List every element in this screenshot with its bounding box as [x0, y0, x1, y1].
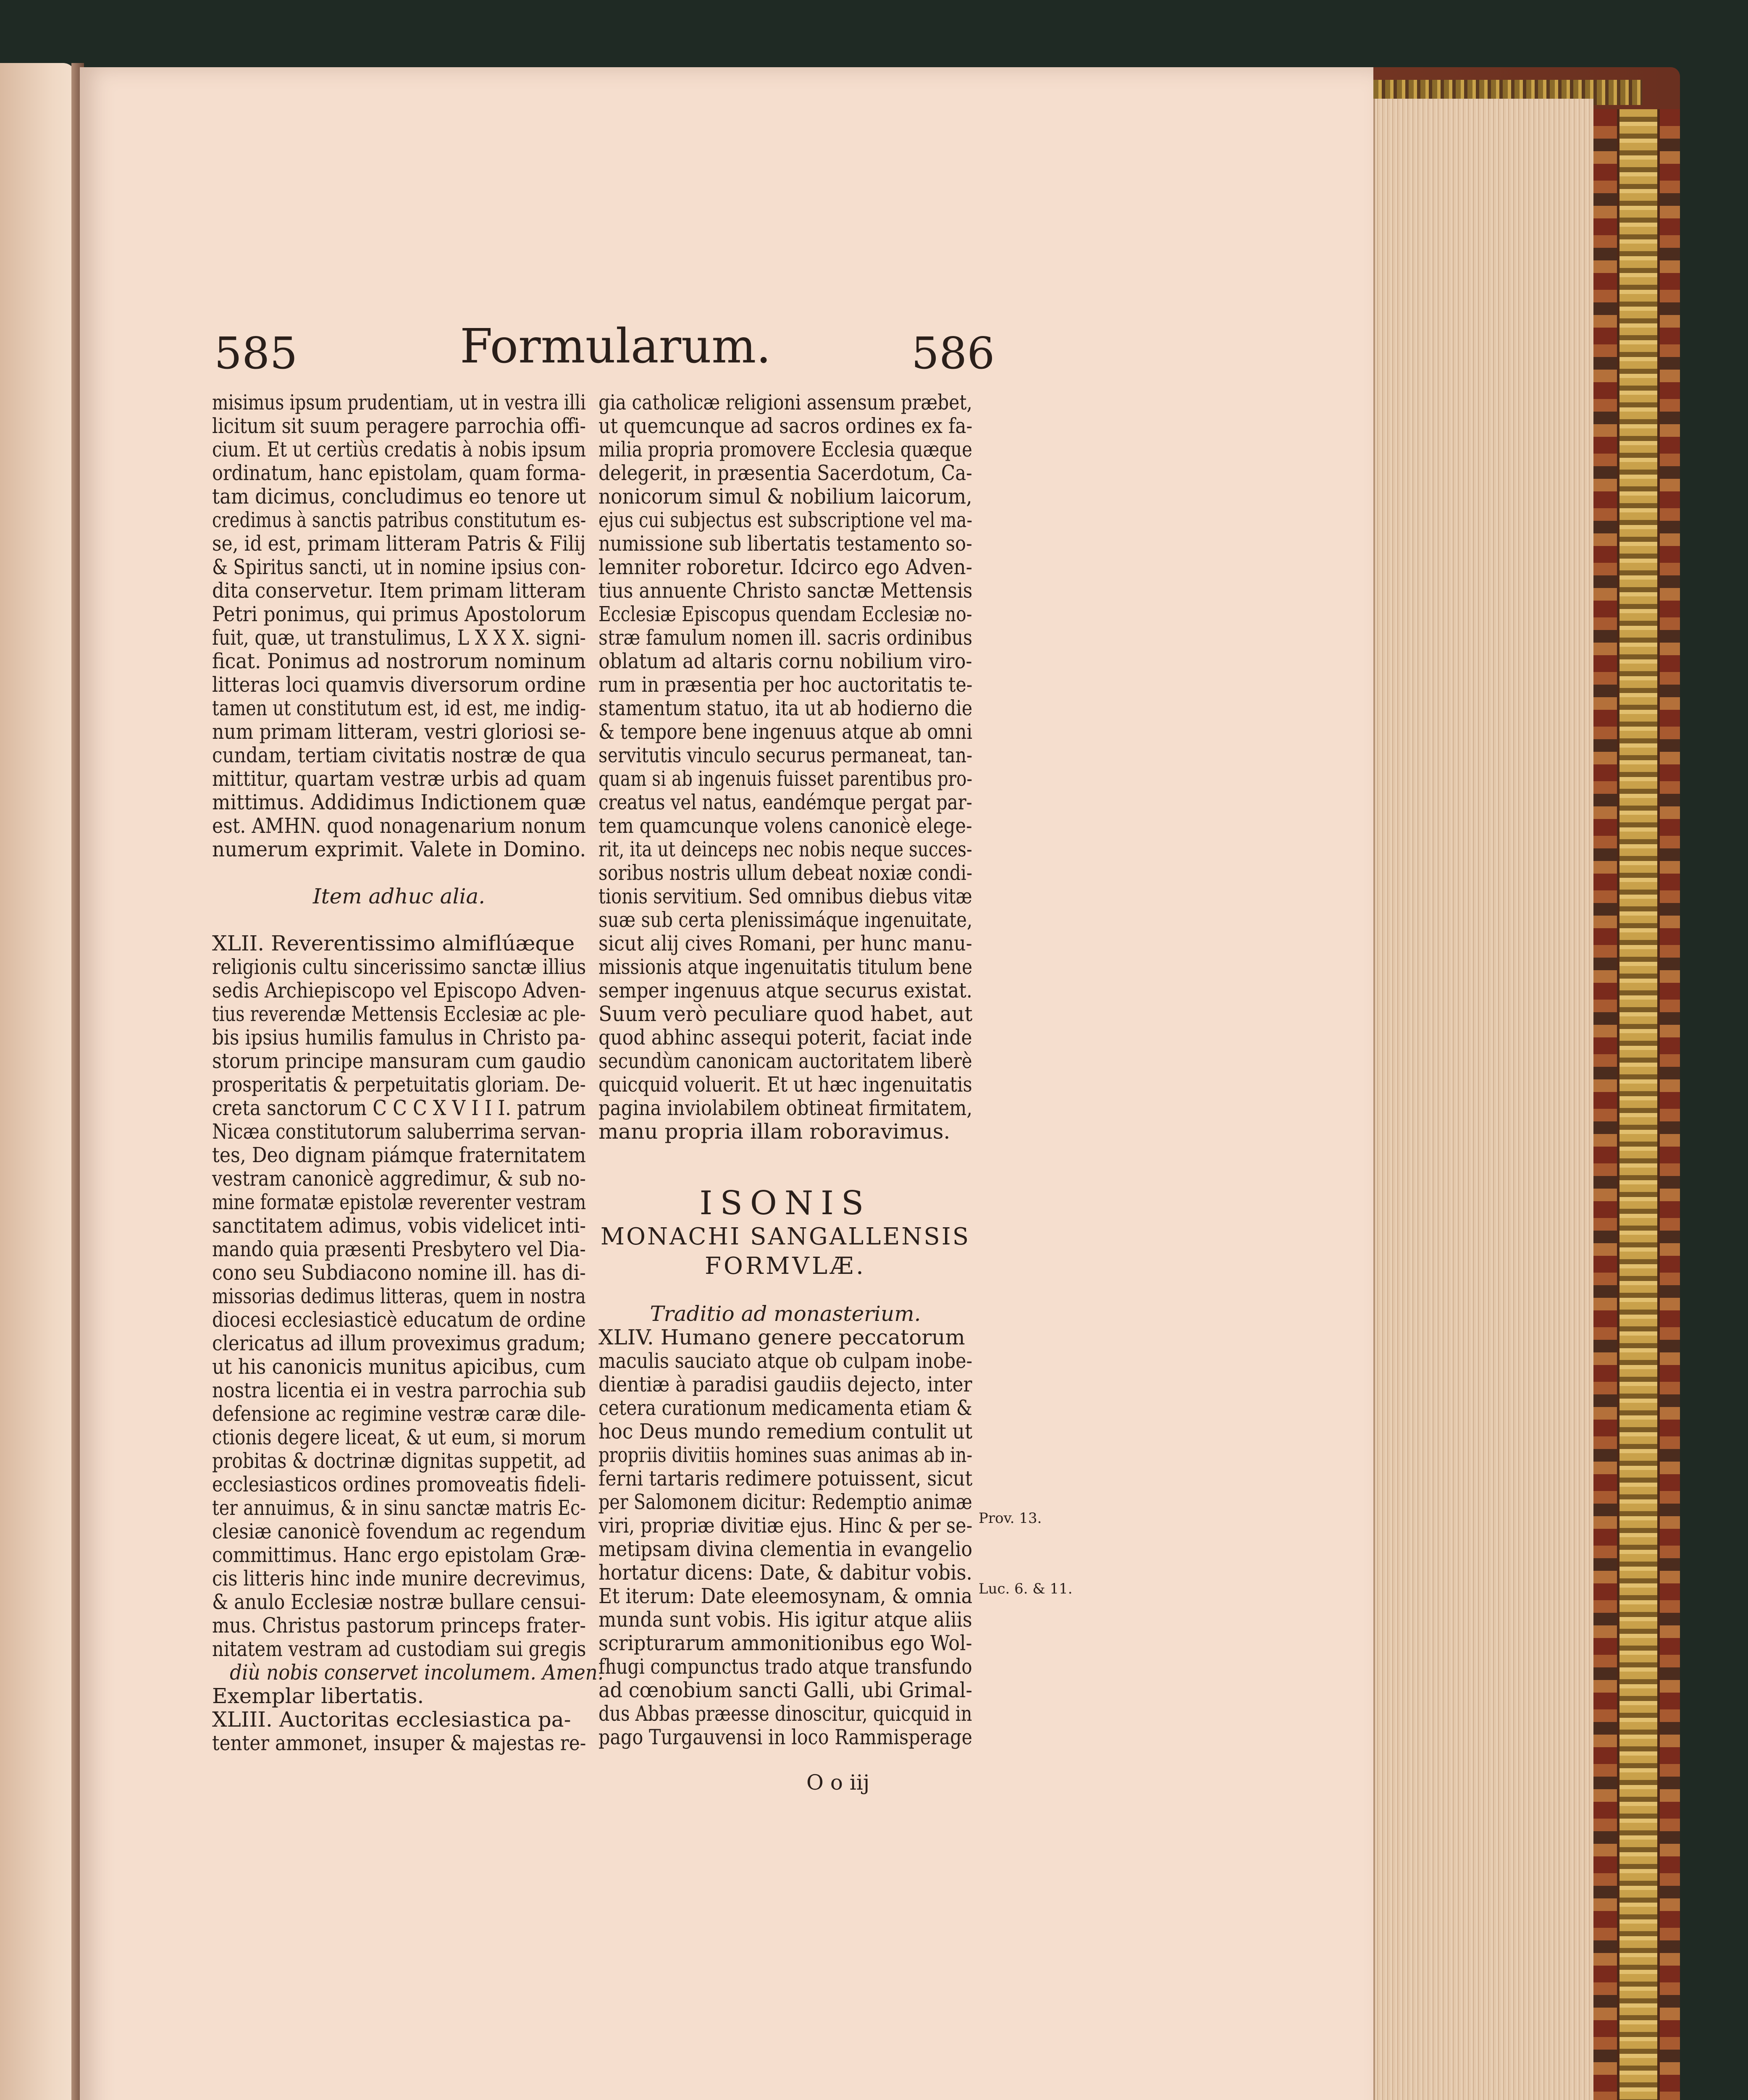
text-line: scripturarum ammonitionibus ego Wol-: [598, 1631, 972, 1655]
text-line: dita conservetur. Item primam litteram: [212, 578, 586, 603]
heading-line-3: FORMVLÆ.: [705, 1252, 866, 1280]
heading-line-1: ISONIS: [699, 1184, 871, 1222]
margin-note: Prov. 13.: [979, 1510, 1042, 1527]
text-line: ut his canonicis munitus apicibus, cum: [212, 1354, 586, 1379]
text-line: quam si ab ingenuis fuisset parentibus pro-: [598, 766, 973, 791]
text-line: stamentum statuo, ita ut ab hodierno die: [598, 696, 973, 720]
page-edges: [1373, 99, 1593, 2100]
right-column-top: [598, 391, 972, 1143]
text-line: ctionis degere liceat, & ut eum, si morum: [212, 1425, 586, 1449]
text-line: quod abhinc assequi poterit, faciat inde: [598, 1025, 972, 1050]
text-line: Item adhuc alia.: [312, 884, 486, 908]
text-line: munda sunt vobis. His igitur atque aliis: [598, 1607, 972, 1632]
text-line: Ecclesiæ Episcopus quendam Ecclesiæ no-: [598, 602, 972, 626]
text-line: XLIII. Auctoritas ecclesiastica pa-: [212, 1707, 571, 1732]
text-line: lemniter roboretur. Idcirco ego Adven-: [598, 555, 973, 579]
text-line: sanctitatem adimus, vobis videlicet inti-: [212, 1213, 586, 1238]
text-line: gia catholicæ religioni assensum præbet,: [598, 390, 973, 415]
text-line: ad cœnobium sancti Galli, ubi Grimal-: [598, 1678, 973, 1702]
text-line: rum in præsentia per hoc auctoritatis te-: [598, 672, 973, 697]
text-line: num primam litteram, vestri gloriosi se-: [212, 719, 586, 744]
text-line: tius reverendæ Mettensis Ecclesiæ ac ple-: [212, 1002, 586, 1026]
text-line: ferni tartaris redimere potuissent, sicut: [598, 1466, 973, 1491]
running-title: Formularum.: [460, 319, 771, 374]
text-line: soribus nostris ullum debeat noxiæ condi-: [598, 861, 973, 885]
text-line: hoc Deus mundo remedium contulit ut: [598, 1419, 973, 1444]
text-line: fhugi compunctus trado atque transfundo: [598, 1654, 972, 1679]
text-line: mittimus. Addidimus Indictionem quæ: [212, 790, 586, 814]
text-line: oblatum ad altaris cornu nobilium viro-: [598, 649, 972, 673]
text-line: vestram canonicè aggredimur, & sub no-: [212, 1166, 586, 1191]
text-line: cundam, tertiam civitatis nostræ de qua: [212, 743, 586, 767]
text-line: suæ sub certa plenissimáque ingenuitate,: [598, 908, 973, 932]
text-line: mine formatæ epistolæ reverenter vestram: [212, 1190, 586, 1214]
margin-note: Luc. 6. & 11.: [979, 1580, 1073, 1597]
text-line: numissione sub libertatis testamento so-: [598, 531, 972, 556]
text-line: & anulo Ecclesiæ nostræ bullare censui-: [212, 1590, 586, 1614]
text-line: creatus vel natus, eandémque pergat par-: [598, 790, 972, 814]
text-line: clesiæ canonicè fovendum ac regendum: [212, 1519, 586, 1544]
text-line: numerum exprimit. Valete in Domino.: [212, 837, 586, 861]
text-line: rit, ita ut deinceps nec nobis neque succes-: [598, 837, 972, 861]
text-line: Petri ponimus, qui primus Apostolorum: [212, 602, 586, 626]
text-line: diocesi ecclesiasticè educatum de ordine: [212, 1307, 586, 1332]
text-line: quicquid voluerit. Et ut hæc ingenuitatis: [598, 1072, 972, 1097]
text-line: metipsam divina clementia in evangelio: [598, 1537, 973, 1561]
text-line: est. AMHN. quod nonagenarium nonum: [212, 814, 586, 838]
left-column: [212, 390, 604, 1755]
text-line: tam dicimus, concludimus eo tenore ut: [212, 484, 586, 509]
gilt-border: [1617, 109, 1660, 2100]
text-line: missorias dedimus litteras, quem in nostra: [212, 1284, 586, 1308]
page-number-right: 586: [911, 328, 995, 379]
text-line: cium. Et ut certiùs credatis à nobis ipsum: [212, 437, 586, 462]
text-line: maculis sauciato atque ob culpam inobe-: [598, 1349, 973, 1373]
text-line: tamen ut constitutum est, id est, me indig-: [212, 696, 586, 720]
text-line: Suum verò peculiare quod habet, aut: [598, 1002, 973, 1026]
text-line: se, id est, primam litteram Patris & Filij: [212, 531, 586, 556]
text-line: sicut alij cives Romani, per hunc manu-: [598, 931, 972, 956]
text-line: secundùm canonicam auctoritatem liberè: [598, 1049, 972, 1073]
text-line: missionis atque ingenuitatis titulum bene: [598, 955, 973, 979]
text-line: creta sanctorum C C C X V I I I. patrum: [212, 1096, 586, 1120]
text-line: tius annuente Christo sanctæ Mettensis: [598, 578, 973, 603]
text-line: ordinatum, hanc epistolam, quam forma-: [212, 461, 586, 485]
text-line: Traditio ad monasterium.: [650, 1302, 921, 1326]
text-line: nonicorum simul & nobilium laicorum,: [598, 484, 972, 509]
text-line: dus Abbas præesse dinoscitur, quicquid in: [598, 1701, 972, 1726]
text-line: milia propria promovere Ecclesia quæque: [598, 437, 972, 462]
text-line: tes, Deo dignam piámque fraternitatem: [212, 1143, 586, 1167]
text-line: religionis cultu sincerissimo sanctæ illius: [212, 955, 586, 979]
signature-mark: O o iij: [806, 1770, 870, 1795]
text-line: per Salomonem dicitur: Redemptio animæ: [598, 1490, 972, 1514]
text-line: stræ famulum nomen ill. sacris ordinibus: [598, 625, 973, 650]
page-number-left: 585: [214, 328, 298, 379]
text-line: litteras loci quamvis diversorum ordine: [212, 672, 586, 697]
text-line: XLII. Reverentissimo almiflúæque: [212, 931, 575, 956]
text-line: mando quia præsenti Presbytero vel Dia-: [212, 1237, 586, 1261]
text-line: pagina inviolabilem obtineat firmitatem,: [598, 1096, 973, 1120]
text-line: sedis Archiepiscopo vel Episcopo Adven-: [212, 978, 586, 1003]
text-line: credimus à sanctis patribus constitutum es-: [212, 508, 586, 532]
text-line: clericatus ad illum proveximus gradum;: [212, 1331, 586, 1355]
section-heading: [598, 1184, 972, 1281]
text-line: semper ingenuus atque securus existat.: [598, 978, 973, 1003]
text-line: cis litteris hinc inde munire decrevimus,: [212, 1566, 586, 1591]
text-line: ejus cui subjectus est subscriptione vel ma-: [598, 508, 973, 532]
text-line: tenter ammonet, insuper & majestas re-: [212, 1731, 586, 1755]
text-line: defensione ac regimine vestræ caræ dile-: [212, 1402, 586, 1426]
text-line: & Spiritus sancti, ut in nomine ipsius con-: [212, 555, 586, 579]
text-line: ficat. Ponimus ad nostrorum nominum: [212, 649, 586, 673]
text-line: storum principe mansuram cum gaudio: [212, 1049, 586, 1073]
text-line: dientiæ à paradisi gaudiis dejecto, inter: [598, 1372, 972, 1396]
text-line: tem quamcunque volens canonicè elege-: [598, 814, 972, 838]
text-line: XLIV. Humano genere peccatorum: [598, 1325, 965, 1349]
text-line: & tempore bene ingenuus atque ab omni: [598, 719, 973, 744]
text-line: propriis divitiis homines suas animas ab in-: [598, 1443, 973, 1467]
text-line: pago Turgauvensi in loco Rammisperage: [598, 1725, 973, 1749]
text-line: hortatur dicens: Date, & dabitur vobis.: [598, 1560, 972, 1585]
heading-line-2: MONACHI SANGALLENSIS: [600, 1223, 971, 1250]
text-line: cetera curationum medicamenta etiam &: [598, 1396, 972, 1420]
text-line: probitas & doctrinæ dignitas suppetit, ad: [212, 1449, 586, 1473]
text-line: diù nobis conservet incolumem. Amen.: [230, 1660, 604, 1685]
text-line: prosperitatis & perpetuitatis gloriam. De-: [212, 1072, 586, 1097]
text-line: ut quemcunque ad sacros ordines ex fa-: [598, 414, 973, 438]
text-line: mus. Christus pastorum princeps frater-: [212, 1613, 586, 1638]
text-line: tionis servitium. Sed omnibus diebus vitæ: [598, 884, 972, 908]
left-page-edge: [0, 63, 76, 2100]
text-line: licitum sit suum peragere parrochia offi-: [212, 414, 586, 438]
text-line: mittitur, quartam vestræ urbis ad quam: [212, 766, 586, 791]
text-line: servitutis vinculo securus permaneat, tan-: [598, 743, 973, 767]
text-line: nostra licentia ei in vestra parrochia sub: [212, 1378, 586, 1402]
text-line: delegerit, in præsentia Sacerdotum, Ca-: [598, 461, 972, 485]
text-line: Exemplar libertatis.: [212, 1684, 424, 1708]
right-column-bottom: [598, 1302, 972, 1749]
text-line: Nicæa constitutorum saluberrima servan-: [212, 1119, 586, 1144]
text-line: viri, propriæ divitiæ ejus. Hinc & per se-: [598, 1513, 973, 1538]
text-line: cono seu Subdiacono nomine ill. has di-: [212, 1260, 586, 1285]
text-line: manu propria illam roboravimus.: [598, 1119, 950, 1144]
text-line: fuit, quæ, ut transtulimus, L X X X. signi-: [212, 625, 586, 650]
text-line: [212, 908, 586, 932]
text-line: bis ipsius humilis famulus in Christo pa-: [212, 1025, 586, 1050]
text-line: ecclesiasticos ordines promoveatis fideli-: [212, 1472, 586, 1496]
text-line: nitatem vestram ad custodiam sui gregis: [212, 1637, 586, 1661]
text-line: [212, 861, 586, 885]
text-line: misimus ipsum prudentiam, ut in vestra illi: [212, 390, 586, 415]
text-line: committimus. Hanc ergo epistolam Græ-: [212, 1543, 586, 1567]
text-line: Et iterum: Date eleemosynam, & omnia: [598, 1584, 973, 1608]
text-line: ter annuimus, & in sinu sanctæ matris Ec-: [212, 1496, 586, 1520]
